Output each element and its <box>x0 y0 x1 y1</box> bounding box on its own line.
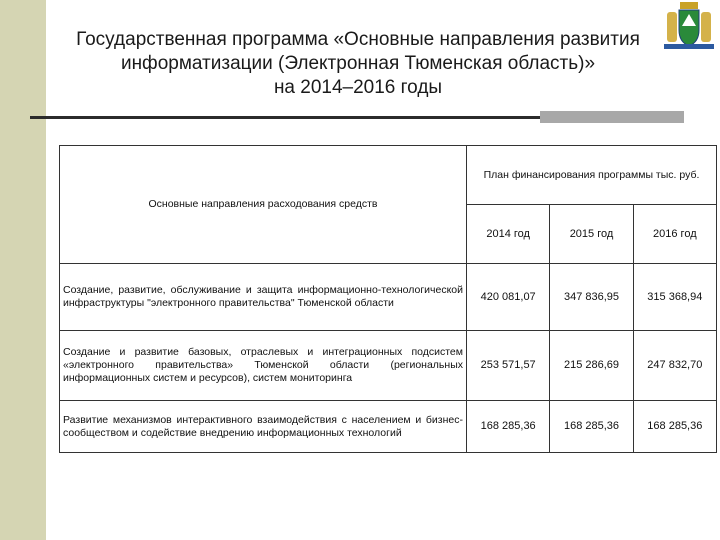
value-2015: 215 286,69 <box>550 331 633 401</box>
crown-icon <box>680 2 698 9</box>
title-line-1: Государственная программа «Основные направления развития <box>76 29 640 50</box>
value-2015: 347 836,95 <box>550 264 633 331</box>
value-2014: 253 571,57 <box>467 331 550 401</box>
title-line-3: на 2014–2016 годы <box>273 77 443 98</box>
year-header-2014: 2014 год <box>467 205 550 264</box>
table-row <box>60 264 717 331</box>
year-header-2016: 2016 год <box>633 205 716 264</box>
value-2016: 315 368,94 <box>633 264 716 331</box>
title-divider-dark <box>30 116 540 119</box>
page-title <box>48 28 668 100</box>
title-divider-light <box>540 111 684 123</box>
value-2015: 168 285,36 <box>550 401 633 453</box>
left-supporter-icon <box>667 12 677 42</box>
financing-table <box>59 145 717 453</box>
right-supporter-icon <box>701 12 711 42</box>
table-row <box>60 331 717 401</box>
value-2014: 168 285,36 <box>467 401 550 453</box>
table-row <box>60 401 717 453</box>
row-label: Создание, развитие, обслуживание и защита информационно-технологической инфраструктуры "электронного правительства" Тюменской области <box>60 264 467 331</box>
title-line-2: информатизации (Электронная Тюменская область)» <box>120 53 596 74</box>
directions-header: Основные направления расходования средств <box>60 146 467 264</box>
year-header-2015: 2015 год <box>550 205 633 264</box>
value-2014: 420 081,07 <box>467 264 550 331</box>
value-2016: 168 285,36 <box>633 401 716 453</box>
row-label: Развитие механизмов интерактивного взаимодействия с населением и бизнес-сообществом и содействие внедрению информационных технологий <box>60 401 467 453</box>
value-2016: 247 832,70 <box>633 331 716 401</box>
row-label: Создание и развитие базовых, отраслевых и интеграционных подсистем «электронного правительства» Тюменской области (региональных информационных систем и ресурсов), систем мониторинга <box>60 331 467 401</box>
left-decorative-band <box>0 0 46 540</box>
financing-plan-header: План финансирования программы тыс. руб. <box>467 146 717 205</box>
